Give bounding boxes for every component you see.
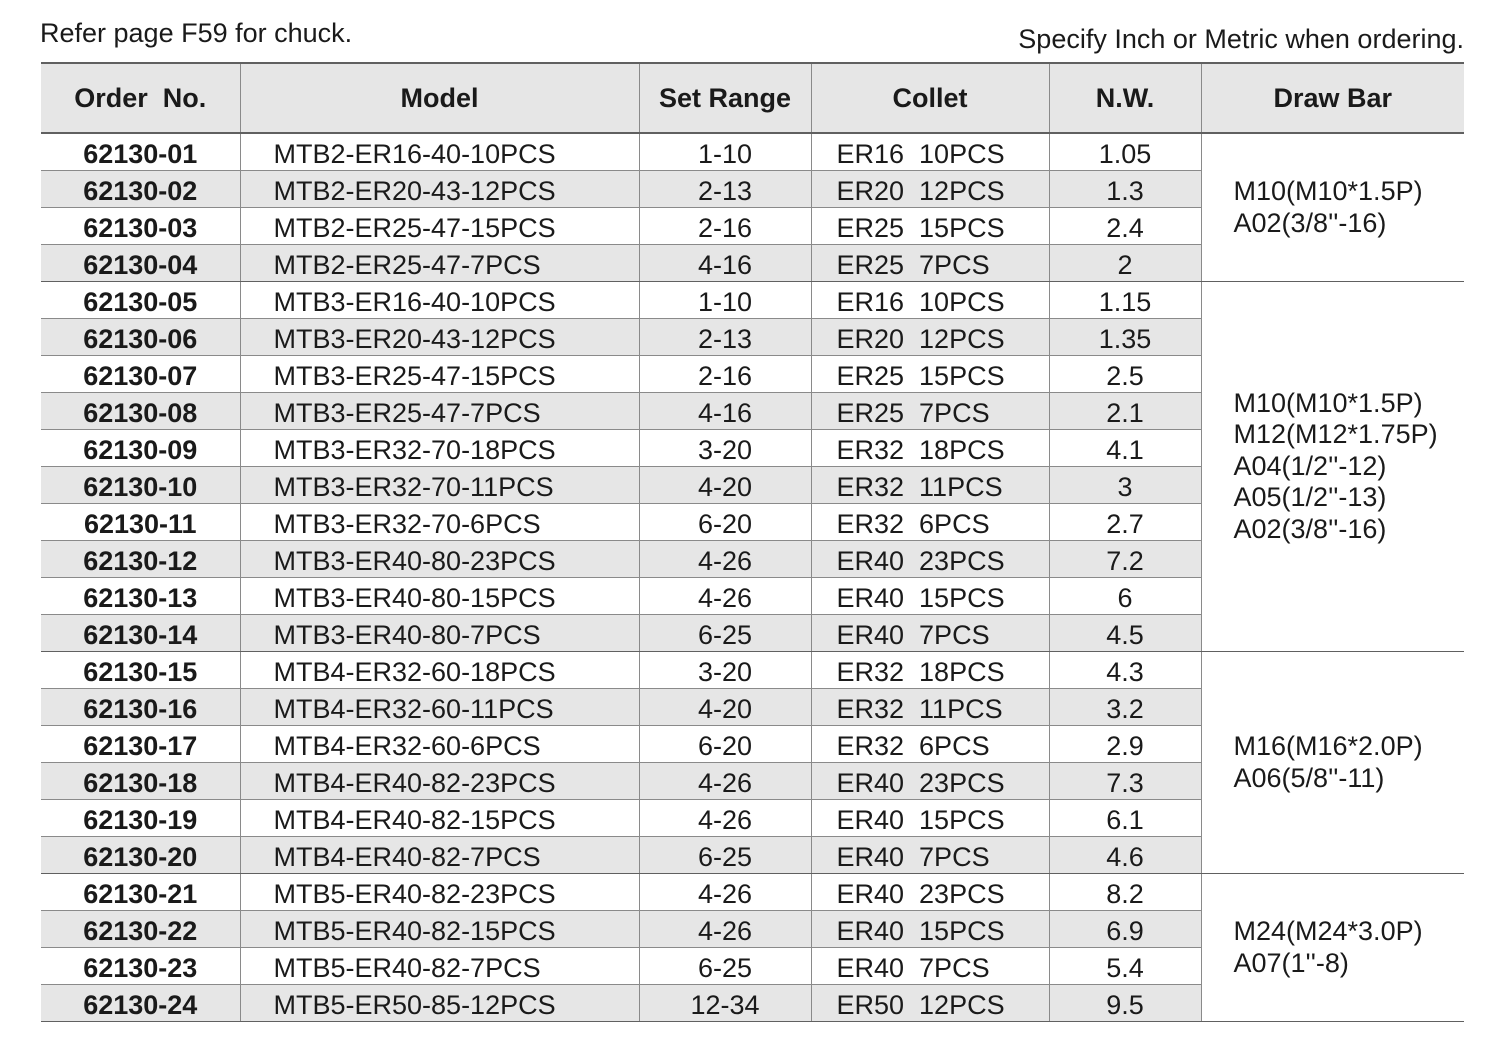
collet-cell: ER50 12PCS bbox=[811, 985, 1049, 1022]
set-range-cell: 3-20 bbox=[639, 430, 811, 467]
set-range-cell: 4-26 bbox=[639, 578, 811, 615]
model-cell: MTB4-ER32-60-6PCS bbox=[240, 726, 639, 763]
set-range-cell: 6-20 bbox=[639, 504, 811, 541]
nw-cell: 4.1 bbox=[1049, 430, 1201, 467]
product-spec-table bbox=[41, 62, 1464, 1022]
order-no-cell: 62130-10 bbox=[41, 467, 240, 504]
nw-cell: 6.9 bbox=[1049, 911, 1201, 948]
order-no-cell: 62130-14 bbox=[41, 615, 240, 652]
model-cell: MTB3-ER40-80-23PCS bbox=[240, 541, 639, 578]
order-no-cell: 62130-06 bbox=[41, 319, 240, 356]
draw-bar-spec: M10(M10*1.5P) bbox=[1233, 176, 1423, 206]
collet-cell: ER32 18PCS bbox=[811, 430, 1049, 467]
order-no-cell: 62130-07 bbox=[41, 356, 240, 393]
set-range-cell: 3-20 bbox=[639, 652, 811, 689]
collet-cell: ER32 11PCS bbox=[811, 467, 1049, 504]
collet-cell: ER25 7PCS bbox=[811, 245, 1049, 282]
header-model: Model bbox=[240, 63, 639, 133]
nw-cell: 6.1 bbox=[1049, 800, 1201, 837]
collet-cell: ER20 12PCS bbox=[811, 171, 1049, 208]
order-no-cell: 62130-03 bbox=[41, 208, 240, 245]
model-cell: MTB3-ER32-70-11PCS bbox=[240, 467, 639, 504]
table-row bbox=[41, 282, 1464, 319]
draw-bar-spec: M16(M16*2.0P) bbox=[1233, 731, 1423, 761]
model-cell: MTB2-ER16-40-10PCS bbox=[240, 133, 639, 171]
nw-cell: 3 bbox=[1049, 467, 1201, 504]
nw-cell: 5.4 bbox=[1049, 948, 1201, 985]
nw-cell: 4.3 bbox=[1049, 652, 1201, 689]
nw-cell: 2.9 bbox=[1049, 726, 1201, 763]
nw-cell: 2.1 bbox=[1049, 393, 1201, 430]
header-nw: N.W. bbox=[1049, 63, 1201, 133]
draw-bar-spec: M10(M10*1.5P) bbox=[1233, 387, 1423, 418]
order-no-cell: 62130-05 bbox=[41, 282, 240, 319]
nw-cell: 9.5 bbox=[1049, 985, 1201, 1022]
draw-bar-cell bbox=[1201, 133, 1464, 282]
order-no-cell: 62130-12 bbox=[41, 541, 240, 578]
nw-cell: 1.35 bbox=[1049, 319, 1201, 356]
model-cell: MTB5-ER40-82-15PCS bbox=[240, 911, 639, 948]
order-no-cell: 62130-01 bbox=[41, 133, 240, 171]
order-no-cell: 62130-20 bbox=[41, 837, 240, 874]
model-cell: MTB5-ER40-82-7PCS bbox=[240, 948, 639, 985]
model-cell: MTB2-ER25-47-7PCS bbox=[240, 245, 639, 282]
nw-cell: 6 bbox=[1049, 578, 1201, 615]
model-cell: MTB2-ER20-43-12PCS bbox=[240, 171, 639, 208]
collet-cell: ER16 10PCS bbox=[811, 133, 1049, 171]
model-cell: MTB4-ER40-82-7PCS bbox=[240, 837, 639, 874]
model-cell: MTB3-ER40-80-15PCS bbox=[240, 578, 639, 615]
collet-cell: ER25 15PCS bbox=[811, 356, 1049, 393]
collet-cell: ER16 10PCS bbox=[811, 282, 1049, 319]
set-range-cell: 2-13 bbox=[639, 319, 811, 356]
set-range-cell: 6-25 bbox=[639, 837, 811, 874]
header-collet: Collet bbox=[811, 63, 1049, 133]
table-row bbox=[41, 652, 1464, 689]
draw-bar-cell bbox=[1201, 282, 1464, 652]
nw-cell: 2.5 bbox=[1049, 356, 1201, 393]
header-row bbox=[41, 63, 1464, 133]
nw-cell: 2.4 bbox=[1049, 208, 1201, 245]
order-no-cell: 62130-19 bbox=[41, 800, 240, 837]
order-no-cell: 62130-21 bbox=[41, 874, 240, 911]
model-cell: MTB3-ER32-70-6PCS bbox=[240, 504, 639, 541]
model-cell: MTB2-ER25-47-15PCS bbox=[240, 208, 639, 245]
collet-cell: ER40 7PCS bbox=[811, 948, 1049, 985]
draw-bar-spec: M24(M24*3.0P) bbox=[1233, 916, 1423, 946]
set-range-cell: 6-25 bbox=[639, 615, 811, 652]
order-no-cell: 62130-09 bbox=[41, 430, 240, 467]
set-range-cell: 2-16 bbox=[639, 208, 811, 245]
collet-cell: ER40 23PCS bbox=[811, 541, 1049, 578]
set-range-cell: 12-34 bbox=[639, 985, 811, 1022]
set-range-cell: 4-16 bbox=[639, 393, 811, 430]
model-cell: MTB5-ER40-82-23PCS bbox=[240, 874, 639, 911]
collet-cell: ER40 7PCS bbox=[811, 837, 1049, 874]
collet-cell: ER40 23PCS bbox=[811, 763, 1049, 800]
set-range-cell: 2-16 bbox=[639, 356, 811, 393]
order-no-cell: 62130-23 bbox=[41, 948, 240, 985]
nw-cell: 7.2 bbox=[1049, 541, 1201, 578]
header-draw-bar: Draw Bar bbox=[1201, 63, 1464, 133]
order-no-cell: 62130-16 bbox=[41, 689, 240, 726]
draw-bar-spec: A06(5/8''-11) bbox=[1233, 762, 1385, 793]
collet-cell: ER40 15PCS bbox=[811, 578, 1049, 615]
model-cell: MTB3-ER25-47-15PCS bbox=[240, 356, 639, 393]
set-range-cell: 4-26 bbox=[639, 800, 811, 837]
collet-cell: ER25 7PCS bbox=[811, 393, 1049, 430]
collet-cell: ER32 6PCS bbox=[811, 726, 1049, 763]
set-range-cell: 4-26 bbox=[639, 874, 811, 911]
table-row bbox=[41, 133, 1464, 171]
nw-cell: 8.2 bbox=[1049, 874, 1201, 911]
model-cell: MTB3-ER25-47-7PCS bbox=[240, 393, 639, 430]
ordering-note: Specify Inch or Metric when ordering. bbox=[1018, 24, 1464, 54]
model-cell: MTB5-ER50-85-12PCS bbox=[240, 985, 639, 1022]
set-range-cell: 1-10 bbox=[639, 282, 811, 319]
nw-cell: 2 bbox=[1049, 245, 1201, 282]
model-cell: MTB3-ER20-43-12PCS bbox=[240, 319, 639, 356]
set-range-cell: 4-16 bbox=[639, 245, 811, 282]
draw-bar-cell bbox=[1201, 652, 1464, 874]
nw-cell: 3.2 bbox=[1049, 689, 1201, 726]
model-cell: MTB3-ER32-70-18PCS bbox=[240, 430, 639, 467]
order-no-cell: 62130-17 bbox=[41, 726, 240, 763]
nw-cell: 4.6 bbox=[1049, 837, 1201, 874]
order-no-cell: 62130-13 bbox=[41, 578, 240, 615]
draw-bar-spec: A04(1/2''-12) bbox=[1233, 450, 1387, 481]
nw-cell: 1.05 bbox=[1049, 133, 1201, 171]
order-no-cell: 62130-24 bbox=[41, 985, 240, 1022]
header-order-no: Order No. bbox=[41, 63, 240, 133]
model-cell: MTB4-ER32-60-18PCS bbox=[240, 652, 639, 689]
draw-bar-spec: A05(1/2''-13) bbox=[1233, 482, 1387, 513]
set-range-cell: 4-26 bbox=[639, 541, 811, 578]
model-cell: MTB4-ER40-82-15PCS bbox=[240, 800, 639, 837]
set-range-cell: 4-26 bbox=[639, 911, 811, 948]
order-no-cell: 62130-15 bbox=[41, 652, 240, 689]
order-no-cell: 62130-22 bbox=[41, 911, 240, 948]
model-cell: MTB4-ER40-82-23PCS bbox=[240, 763, 639, 800]
draw-bar-spec: A07(1''-8) bbox=[1233, 947, 1349, 978]
set-range-cell: 4-20 bbox=[639, 467, 811, 504]
set-range-cell: 4-26 bbox=[639, 763, 811, 800]
header-set-range: Set Range bbox=[639, 63, 811, 133]
draw-bar-spec: A02(3/8''-16) bbox=[1233, 513, 1387, 544]
nw-cell: 7.3 bbox=[1049, 763, 1201, 800]
order-no-cell: 62130-18 bbox=[41, 763, 240, 800]
model-cell: MTB4-ER32-60-11PCS bbox=[240, 689, 639, 726]
table-body bbox=[41, 133, 1464, 1022]
draw-bar-spec: A02(3/8''-16) bbox=[1233, 207, 1387, 238]
model-cell: MTB3-ER40-80-7PCS bbox=[240, 615, 639, 652]
set-range-cell: 2-13 bbox=[639, 171, 811, 208]
set-range-cell: 6-20 bbox=[639, 726, 811, 763]
collet-cell: ER20 12PCS bbox=[811, 319, 1049, 356]
collet-cell: ER40 7PCS bbox=[811, 615, 1049, 652]
collet-cell: ER32 11PCS bbox=[811, 689, 1049, 726]
table-row bbox=[41, 874, 1464, 911]
collet-cell: ER40 15PCS bbox=[811, 911, 1049, 948]
order-no-cell: 62130-08 bbox=[41, 393, 240, 430]
nw-cell: 2.7 bbox=[1049, 504, 1201, 541]
collet-cell: ER32 18PCS bbox=[811, 652, 1049, 689]
nw-cell: 1.15 bbox=[1049, 282, 1201, 319]
model-cell: MTB3-ER16-40-10PCS bbox=[240, 282, 639, 319]
draw-bar-spec: M12(M12*1.75P) bbox=[1233, 419, 1438, 450]
draw-bar-cell bbox=[1201, 874, 1464, 1022]
set-range-cell: 4-20 bbox=[639, 689, 811, 726]
collet-cell: ER32 6PCS bbox=[811, 504, 1049, 541]
collet-cell: ER25 15PCS bbox=[811, 208, 1049, 245]
order-no-cell: 62130-04 bbox=[41, 245, 240, 282]
collet-cell: ER40 23PCS bbox=[811, 874, 1049, 911]
nw-cell: 4.5 bbox=[1049, 615, 1201, 652]
nw-cell: 1.3 bbox=[1049, 171, 1201, 208]
collet-cell: ER40 15PCS bbox=[811, 800, 1049, 837]
set-range-cell: 1-10 bbox=[639, 133, 811, 171]
chuck-reference-note: Refer page F59 for chuck. bbox=[40, 18, 353, 48]
set-range-cell: 6-25 bbox=[639, 948, 811, 985]
order-no-cell: 62130-11 bbox=[41, 504, 240, 541]
order-no-cell: 62130-02 bbox=[41, 171, 240, 208]
